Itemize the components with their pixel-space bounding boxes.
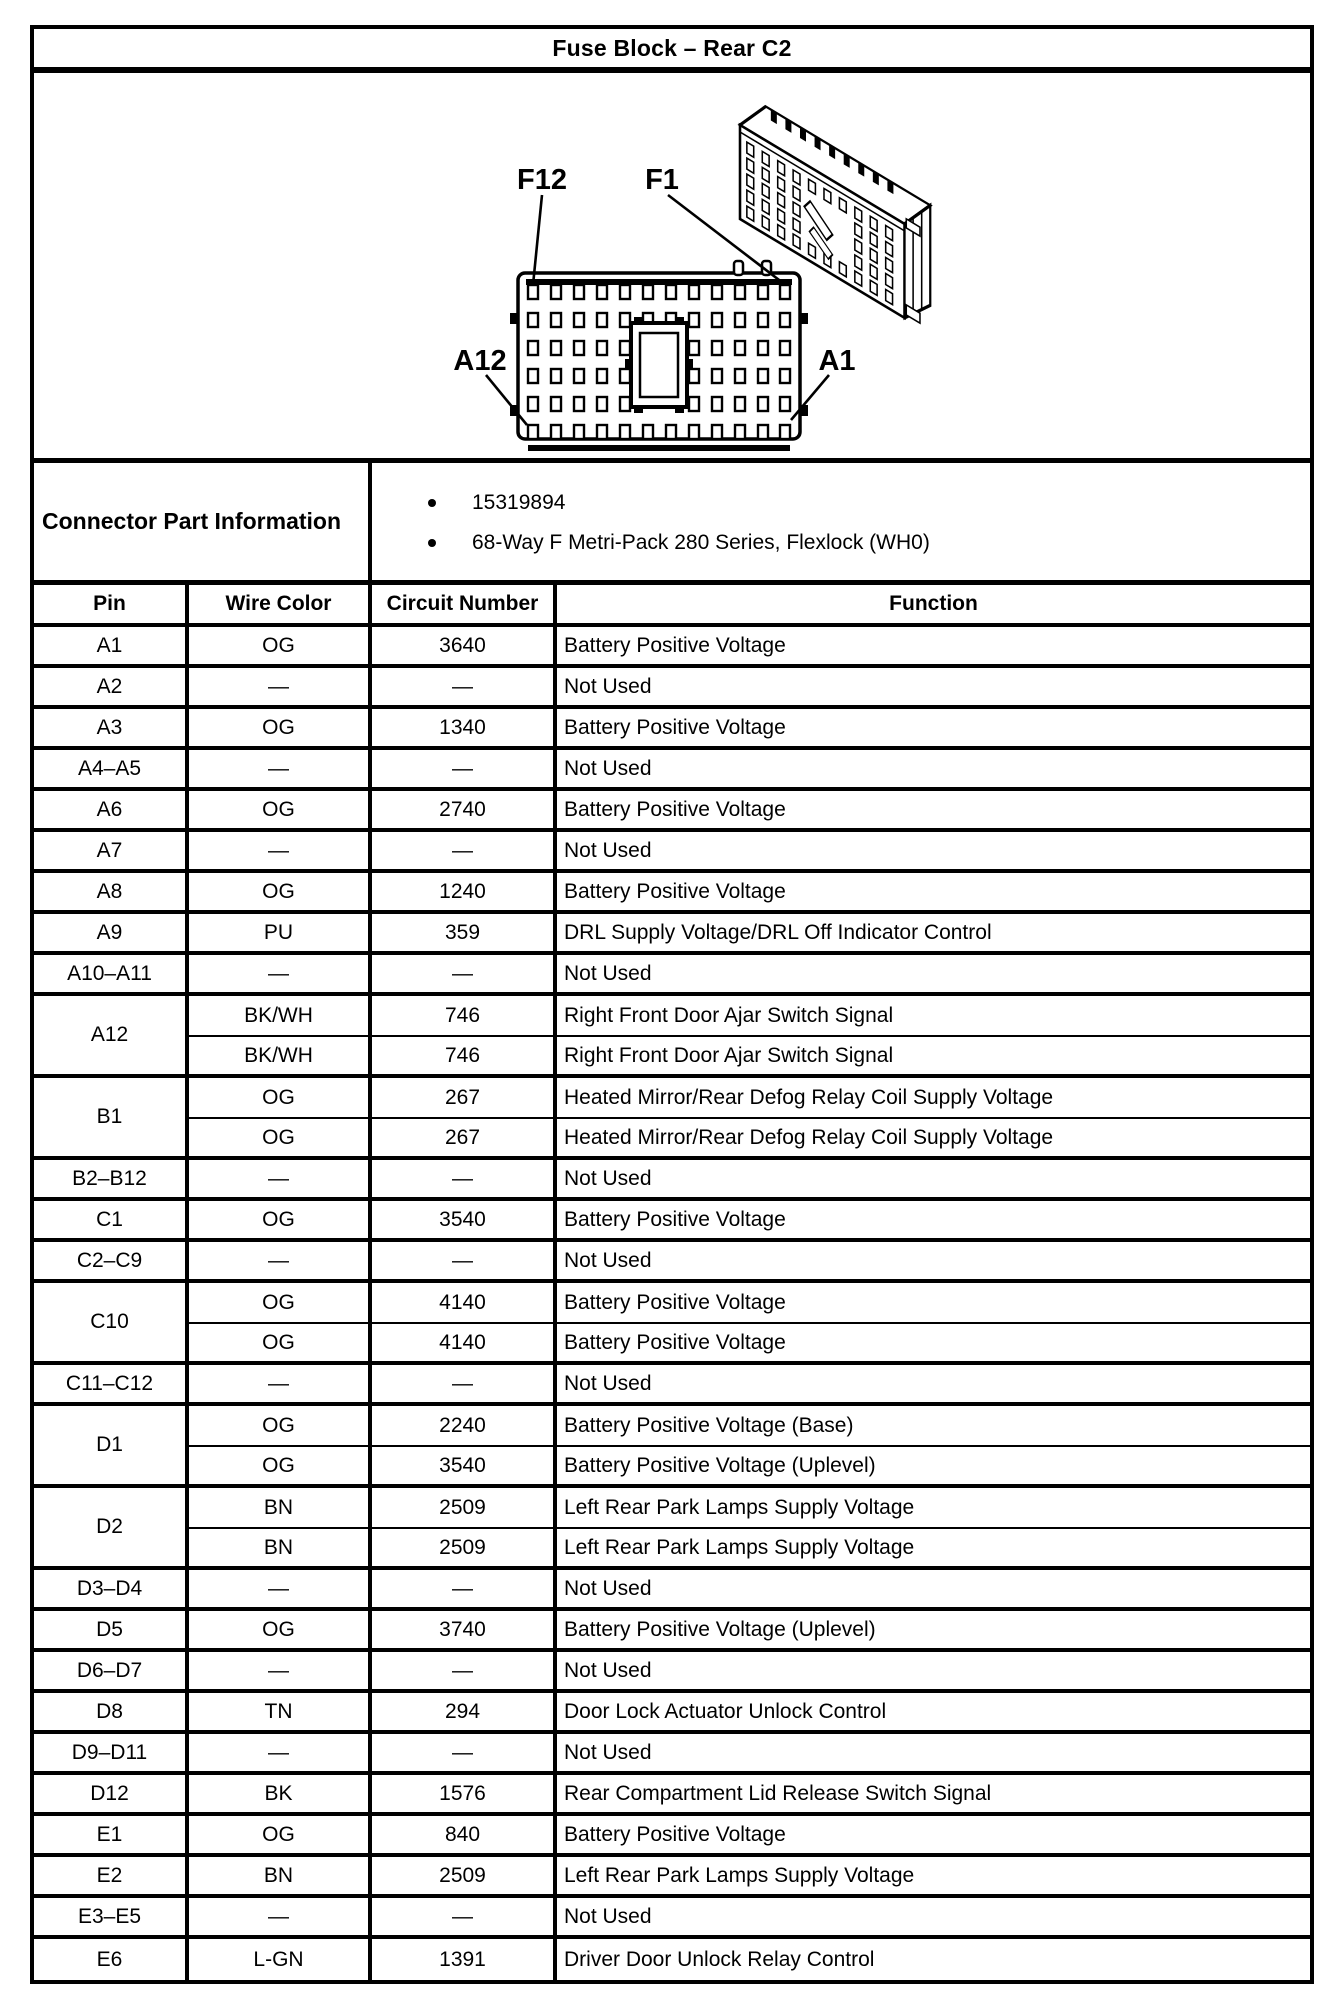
- pinout-table-header: [34, 585, 1310, 627]
- circuit-number-cell: 2509: [372, 1529, 557, 1570]
- pin-cell: E2: [34, 1857, 189, 1898]
- table-row: [34, 1734, 1310, 1775]
- wire-color-cell: OG: [189, 1119, 372, 1160]
- function-cell: Battery Positive Voltage (Base): [557, 1406, 1310, 1447]
- table-row: [34, 627, 1310, 668]
- header-wire-color: Wire Color: [189, 585, 372, 627]
- pin-cell: A4–A5: [34, 750, 189, 791]
- connector-part-information-details: [372, 463, 1310, 580]
- wire-color-cell: L-GN: [189, 1939, 372, 1980]
- function-cell: Not Used: [557, 955, 1310, 996]
- circuit-number-cell: —: [372, 1570, 557, 1611]
- pin-cell: A3: [34, 709, 189, 750]
- table-row: [34, 1857, 1310, 1898]
- table-row: [34, 1488, 1310, 1529]
- pin-cell: D5: [34, 1611, 189, 1652]
- front-connector-view: [510, 261, 808, 451]
- wire-color-cell: OG: [189, 709, 372, 750]
- pin-cell: C2–C9: [34, 1242, 189, 1283]
- header-circuit-number: Circuit Number: [372, 585, 557, 627]
- pin-cell: A1: [34, 627, 189, 668]
- part-description: 68-Way F Metri-Pack 280 Series, Flexlock (WH0): [472, 531, 930, 554]
- table-row: [34, 1037, 1310, 1078]
- function-cell: Not Used: [557, 750, 1310, 791]
- function-cell: Battery Positive Voltage: [557, 627, 1310, 668]
- function-cell: Not Used: [557, 832, 1310, 873]
- table-row: [34, 914, 1310, 955]
- pin-cell: D12: [34, 1775, 189, 1816]
- circuit-number-cell: —: [372, 1160, 557, 1201]
- function-cell: Not Used: [557, 1365, 1310, 1406]
- pin-cell: E1: [34, 1816, 189, 1857]
- circuit-number-cell: 840: [372, 1816, 557, 1857]
- circuit-number-cell: 3640: [372, 627, 557, 668]
- table-row: [34, 1447, 1310, 1488]
- function-cell: Battery Positive Voltage: [557, 1283, 1310, 1324]
- function-cell: Battery Positive Voltage: [557, 791, 1310, 832]
- wire-color-cell: —: [189, 1734, 372, 1775]
- table-row: [34, 832, 1310, 873]
- circuit-number-cell: —: [372, 1898, 557, 1939]
- circuit-number-cell: —: [372, 832, 557, 873]
- pin-cell: A10–A11: [34, 955, 189, 996]
- circuit-number-cell: 2240: [372, 1406, 557, 1447]
- pin-cell: D6–D7: [34, 1652, 189, 1693]
- wire-color-cell: —: [189, 668, 372, 709]
- wire-color-cell: —: [189, 1652, 372, 1693]
- bullet-icon: [428, 499, 436, 507]
- circuit-number-cell: —: [372, 955, 557, 996]
- wire-color-cell: OG: [189, 1324, 372, 1365]
- bullet-icon: [428, 539, 436, 547]
- header-pin: Pin: [34, 585, 189, 627]
- function-cell: Battery Positive Voltage: [557, 709, 1310, 750]
- function-cell: Not Used: [557, 1242, 1310, 1283]
- function-cell: Left Rear Park Lamps Supply Voltage: [557, 1857, 1310, 1898]
- circuit-number-cell: —: [372, 750, 557, 791]
- circuit-number-cell: 294: [372, 1693, 557, 1734]
- pinout-table-body: [34, 627, 1310, 1980]
- circuit-number-cell: 1340: [372, 709, 557, 750]
- header-function: Function: [557, 585, 1310, 627]
- part-number-item: [428, 483, 1310, 523]
- function-cell: Battery Positive Voltage: [557, 1201, 1310, 1242]
- wire-color-cell: OG: [189, 627, 372, 668]
- pin-label-f1: F1: [645, 164, 679, 196]
- pin-cell: D9–D11: [34, 1734, 189, 1775]
- circuit-number-cell: 2509: [372, 1857, 557, 1898]
- table-row: [34, 1078, 1310, 1119]
- table-row: [34, 955, 1310, 996]
- connector-diagram-svg: [34, 73, 1310, 458]
- table-row: [34, 1283, 1310, 1324]
- wire-color-cell: —: [189, 955, 372, 996]
- wire-color-cell: —: [189, 1898, 372, 1939]
- table-row: [34, 1160, 1310, 1201]
- circuit-number-cell: —: [372, 1365, 557, 1406]
- table-row: [34, 1529, 1310, 1570]
- function-cell: Heated Mirror/Rear Defog Relay Coil Supply Voltage: [557, 1078, 1310, 1119]
- pin-cell: D8: [34, 1693, 189, 1734]
- function-cell: Door Lock Actuator Unlock Control: [557, 1693, 1310, 1734]
- connector-part-information: [34, 463, 1310, 585]
- table-row: [34, 1816, 1310, 1857]
- pin-cell: A8: [34, 873, 189, 914]
- wire-color-cell: TN: [189, 1693, 372, 1734]
- pin-cell: D3–D4: [34, 1570, 189, 1611]
- function-cell: Rear Compartment Lid Release Switch Signal: [557, 1775, 1310, 1816]
- circuit-number-cell: —: [372, 1242, 557, 1283]
- wire-color-cell: OG: [189, 1611, 372, 1652]
- wire-color-cell: —: [189, 1160, 372, 1201]
- function-cell: Battery Positive Voltage (Uplevel): [557, 1447, 1310, 1488]
- wire-color-cell: —: [189, 832, 372, 873]
- wire-color-cell: OG: [189, 873, 372, 914]
- wire-color-cell: OG: [189, 1078, 372, 1119]
- table-row: [34, 996, 1310, 1037]
- pin-cell: A9: [34, 914, 189, 955]
- pin-cell: C10: [34, 1283, 189, 1365]
- wire-color-cell: OG: [189, 1201, 372, 1242]
- wire-color-cell: BK: [189, 1775, 372, 1816]
- wire-color-cell: BK/WH: [189, 1037, 372, 1078]
- connector-diagram: [34, 73, 1310, 463]
- circuit-number-cell: 2509: [372, 1488, 557, 1529]
- pin-cell: A12: [34, 996, 189, 1078]
- function-cell: Not Used: [557, 1652, 1310, 1693]
- function-cell: Not Used: [557, 1734, 1310, 1775]
- wire-color-cell: —: [189, 750, 372, 791]
- circuit-number-cell: 2740: [372, 791, 557, 832]
- part-description-item: [428, 523, 1310, 563]
- wire-color-cell: BN: [189, 1857, 372, 1898]
- function-cell: Battery Positive Voltage: [557, 1816, 1310, 1857]
- table-row: [34, 1611, 1310, 1652]
- wire-color-cell: OG: [189, 1816, 372, 1857]
- function-cell: Not Used: [557, 1898, 1310, 1939]
- circuit-number-cell: 4140: [372, 1283, 557, 1324]
- pin-cell: C1: [34, 1201, 189, 1242]
- pin-cell: B1: [34, 1078, 189, 1160]
- pin-cell: D2: [34, 1488, 189, 1570]
- function-cell: Heated Mirror/Rear Defog Relay Coil Supply Voltage: [557, 1119, 1310, 1160]
- pin-cell: C11–C12: [34, 1365, 189, 1406]
- circuit-number-cell: 1576: [372, 1775, 557, 1816]
- circuit-number-cell: 746: [372, 996, 557, 1037]
- wire-color-cell: OG: [189, 791, 372, 832]
- circuit-number-cell: 267: [372, 1119, 557, 1160]
- circuit-number-cell: —: [372, 1734, 557, 1775]
- pin-cell: A2: [34, 668, 189, 709]
- table-row: [34, 1570, 1310, 1611]
- pin-cell: A7: [34, 832, 189, 873]
- function-cell: Not Used: [557, 668, 1310, 709]
- pin-cell: D1: [34, 1406, 189, 1488]
- table-row: [34, 1898, 1310, 1939]
- function-cell: Battery Positive Voltage: [557, 873, 1310, 914]
- table-row: [34, 1775, 1310, 1816]
- table-row: [34, 668, 1310, 709]
- function-cell: Left Rear Park Lamps Supply Voltage: [557, 1529, 1310, 1570]
- circuit-number-cell: 359: [372, 914, 557, 955]
- pin-cell: E3–E5: [34, 1898, 189, 1939]
- circuit-number-cell: —: [372, 668, 557, 709]
- circuit-number-cell: 3540: [372, 1201, 557, 1242]
- function-cell: Right Front Door Ajar Switch Signal: [557, 1037, 1310, 1078]
- circuit-number-cell: 4140: [372, 1324, 557, 1365]
- table-row: [34, 1939, 1310, 1980]
- circuit-number-cell: 3740: [372, 1611, 557, 1652]
- table-row: [34, 1242, 1310, 1283]
- connector-part-information-label: Connector Part Information: [34, 463, 372, 580]
- wire-color-cell: OG: [189, 1447, 372, 1488]
- center-keyway: [625, 317, 693, 413]
- circuit-number-cell: 3540: [372, 1447, 557, 1488]
- function-cell: Left Rear Park Lamps Supply Voltage: [557, 1488, 1310, 1529]
- pinout-table: [34, 585, 1310, 1980]
- circuit-number-cell: 267: [372, 1078, 557, 1119]
- function-cell: Driver Door Unlock Relay Control: [557, 1939, 1310, 1980]
- wire-color-cell: —: [189, 1570, 372, 1611]
- circuit-number-cell: 1391: [372, 1939, 557, 1980]
- function-cell: Battery Positive Voltage: [557, 1324, 1310, 1365]
- part-number: 15319894: [472, 491, 566, 514]
- wire-color-cell: —: [189, 1242, 372, 1283]
- table-row: [34, 1406, 1310, 1447]
- table-row: [34, 1324, 1310, 1365]
- function-cell: DRL Supply Voltage/DRL Off Indicator Control: [557, 914, 1310, 955]
- pin-label-a12: A12: [453, 345, 507, 377]
- table-row: [34, 1119, 1310, 1160]
- wire-color-cell: —: [189, 1365, 372, 1406]
- function-cell: Not Used: [557, 1160, 1310, 1201]
- table-row: [34, 791, 1310, 832]
- page-title: Fuse Block – Rear C2: [552, 34, 792, 61]
- table-row: [34, 709, 1310, 750]
- function-cell: Right Front Door Ajar Switch Signal: [557, 996, 1310, 1037]
- pin-cell: A6: [34, 791, 189, 832]
- table-row: [34, 1365, 1310, 1406]
- table-row: [34, 1693, 1310, 1734]
- function-cell: Battery Positive Voltage (Uplevel): [557, 1611, 1310, 1652]
- document-frame: [30, 25, 1314, 1984]
- table-row: [34, 750, 1310, 791]
- circuit-number-cell: 746: [372, 1037, 557, 1078]
- table-row: [34, 873, 1310, 914]
- wire-color-cell: BN: [189, 1488, 372, 1529]
- wire-color-cell: PU: [189, 914, 372, 955]
- pin-label-a1: A1: [818, 345, 856, 377]
- wire-color-cell: OG: [189, 1283, 372, 1324]
- wire-color-cell: OG: [189, 1406, 372, 1447]
- function-cell: Not Used: [557, 1570, 1310, 1611]
- circuit-number-cell: 1240: [372, 873, 557, 914]
- pin-cell: E6: [34, 1939, 189, 1980]
- circuit-number-cell: —: [372, 1652, 557, 1693]
- pin-label-f12: F12: [517, 164, 567, 196]
- wire-color-cell: BK/WH: [189, 996, 372, 1037]
- pin-cell: B2–B12: [34, 1160, 189, 1201]
- table-row: [34, 1652, 1310, 1693]
- title-bar: [34, 29, 1310, 73]
- table-row: [34, 1201, 1310, 1242]
- wire-color-cell: BN: [189, 1529, 372, 1570]
